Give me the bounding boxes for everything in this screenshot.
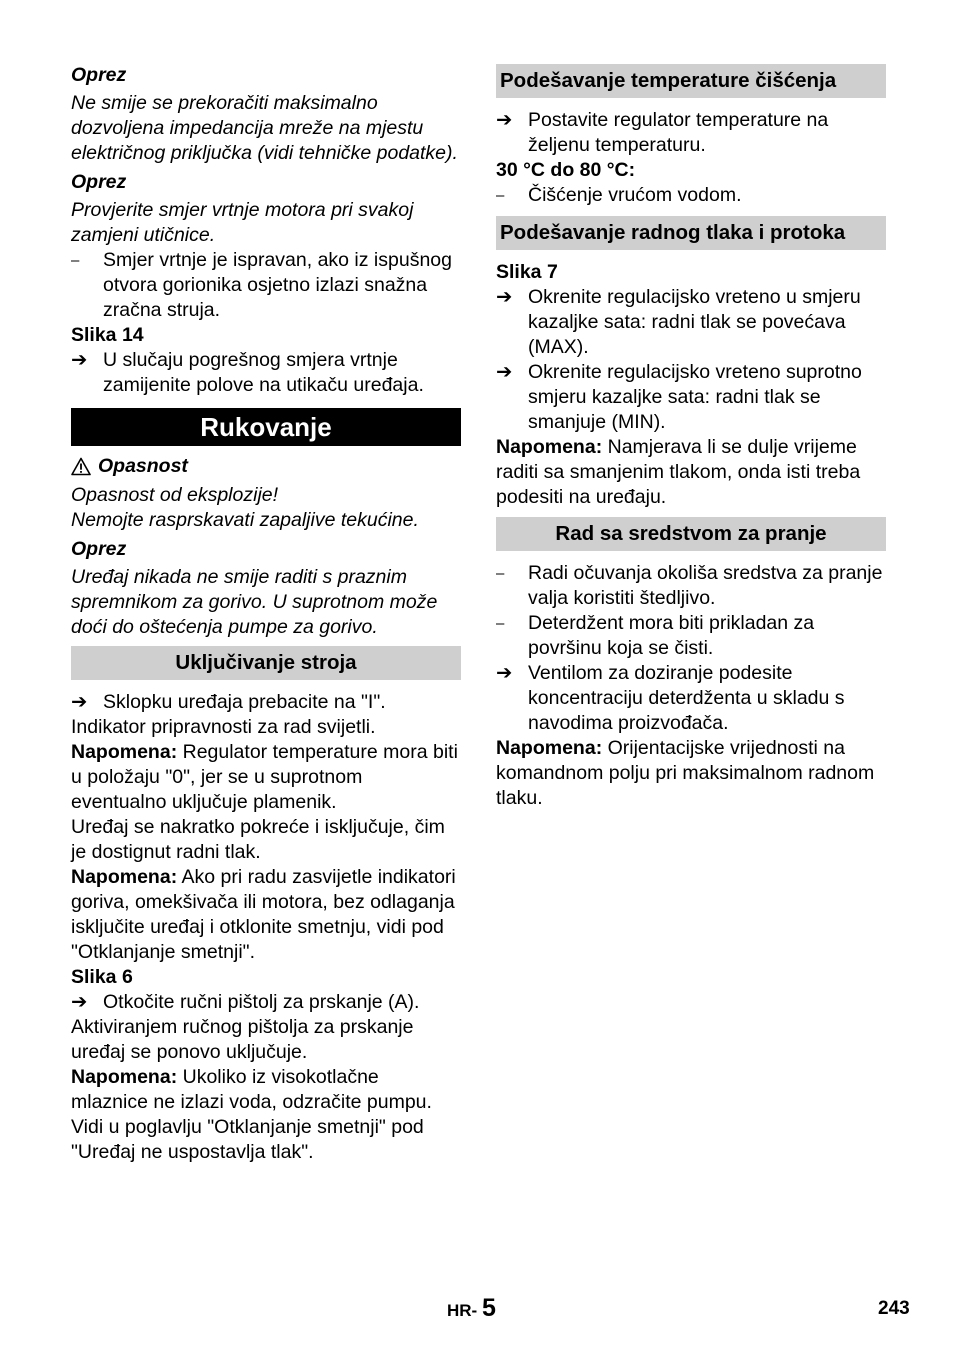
- dash-bullet: –: [496, 615, 505, 632]
- dash-list-item: – Deterdžent mora biti prikladan za površinu koja se čisti.: [496, 612, 815, 659]
- right-arrow-icon: ➔: [496, 286, 513, 308]
- figure-reference: Slika 14: [71, 324, 144, 346]
- right-arrow-icon: ➔: [71, 691, 88, 713]
- body-text: Aktiviranjem ručnog pištolja za prskanje uređaj se ponovo uključuje.: [71, 1016, 414, 1063]
- note-label: Napomena:: [71, 741, 178, 763]
- right-arrow-icon: ➔: [496, 109, 513, 131]
- caution-text: Uređaj nikada ne smije raditi s praznim spremnikom za gorivo. U suprotnom može doći do oštećenja pumpe za gorivo.: [71, 566, 438, 638]
- chapter-heading: Rukovanje: [71, 408, 461, 446]
- danger-label-row: [71, 454, 461, 479]
- right-arrow-icon: ➔: [71, 991, 88, 1013]
- warning-triangle-icon: [71, 457, 91, 476]
- body-text: Indikator pripravnosti za rad svijetli.: [71, 716, 376, 738]
- caution-label: Oprez: [71, 538, 127, 560]
- section-heading: Podešavanje temperature čišćenja: [496, 64, 886, 98]
- dash-bullet: –: [496, 187, 505, 204]
- danger-text: Nemojte rasprskavati zapaljive tekućine.: [71, 509, 419, 531]
- note-paragraph: Napomena: Namjerava li se dulje vrijeme raditi sa smanjenim tlakom, onda isti treba podesiti na uređaju.: [496, 436, 861, 508]
- dash-list-item: – Čišćenje vrućom vodom.: [496, 184, 742, 206]
- arrow-list-item: ➔ Ventilom za doziranje podesite koncentraciju deterdženta u skladu s navodima proizvođača.: [496, 662, 845, 734]
- left-column: [71, 61, 461, 1165]
- language-code: HR-: [447, 1301, 478, 1320]
- arrow-list-item: ➔ Postavite regulator temperature na željenu temperaturu.: [496, 109, 829, 156]
- right-column: [496, 61, 886, 811]
- section-page-number: 5: [481, 1294, 496, 1322]
- note-paragraph: Napomena: Ukoliko iz visokotlačne mlaznice ne izlazi voda, odzračite pumpu. Vidi u poglavlju "Otklanjanje smetnji" pod "Uređaj ne uspostavlja tlak".: [71, 1066, 432, 1163]
- caution-label: Oprez: [71, 64, 127, 86]
- dash-list-item: – Radi očuvanja okoliša sredstva za pranje valja koristiti štedljivo.: [496, 562, 883, 609]
- section-heading: Uključivanje stroja: [71, 646, 461, 680]
- section-heading: Rad sa sredstvom za pranje: [496, 517, 886, 551]
- right-arrow-icon: ➔: [496, 662, 513, 684]
- note-label: Napomena:: [71, 1066, 178, 1088]
- note-paragraph: Napomena: Regulator temperature mora biti u položaju "0", jer se u suprotnom eventualno uključuje plamenik.: [71, 741, 458, 813]
- section-heading: Podešavanje radnog tlaka i protoka: [496, 216, 886, 250]
- caution-label: Oprez: [71, 171, 127, 193]
- arrow-list-item: ➔ Okrenite regulacijsko vreteno u smjeru kazaljke sata: radni tlak se povećava (MAX).: [496, 286, 861, 358]
- right-arrow-icon: ➔: [496, 361, 513, 383]
- arrow-list-item: ➔ Otkočite ručni pištolj za prskanje (A).: [71, 991, 420, 1013]
- note-paragraph: Napomena: Orijentacijske vrijednosti na komandnom polju pri maksimalnom radnom tlaku.: [496, 737, 875, 809]
- danger-text: Opasnost od eksplozije!: [71, 484, 279, 506]
- body-text: Uređaj se nakratko pokreće i isključuje, čim je dostignut radni tlak.: [71, 816, 445, 863]
- arrow-list-item: ➔ U slučaju pogrešnog smjera vrtnje zamijenite polove na utikaču uređaja.: [71, 349, 424, 396]
- dash-list-item: – Smjer vrtnje je ispravan, ako iz ispušnog otvora gorionika osjetno izlazi snažna zračna struja.: [71, 249, 452, 321]
- note-label: Napomena:: [496, 737, 603, 759]
- figure-reference: Slika 6: [71, 966, 133, 988]
- caution-text: Provjerite smjer vrtnje motora pri svakoj zamjeni utičnice.: [71, 199, 414, 246]
- note-label: Napomena:: [496, 436, 603, 458]
- figure-reference: Slika 7: [496, 261, 558, 283]
- page-number: 243: [878, 1298, 910, 1319]
- page-footer-section: [447, 1294, 496, 1325]
- right-arrow-icon: ➔: [71, 349, 88, 371]
- danger-label: Opasnost: [98, 455, 188, 477]
- note-paragraph: Napomena: Ako pri radu zasvijetle indikatori goriva, omekšivača ili motora, bez odlaganja isključite uređaj i otklonite smetnju, vidi pod "Otklanjanje smetnji".: [71, 866, 456, 963]
- dash-bullet: –: [496, 565, 505, 582]
- temperature-range-label: 30 °C do 80 °C:: [496, 159, 636, 181]
- dash-bullet: –: [71, 252, 80, 269]
- caution-text: Ne smije se prekoračiti maksimalno dozvoljena impedancija mreže na mjestu električnog priključka (vidi tehničke podatke).: [71, 92, 458, 164]
- arrow-list-item: ➔ Okrenite regulacijsko vreteno suprotno smjeru kazaljke sata: radni tlak se smanjuje (MIN).: [496, 361, 862, 433]
- note-label: Napomena:: [71, 866, 178, 888]
- arrow-list-item: ➔ Sklopku uređaja prebacite na "I".: [71, 691, 386, 713]
